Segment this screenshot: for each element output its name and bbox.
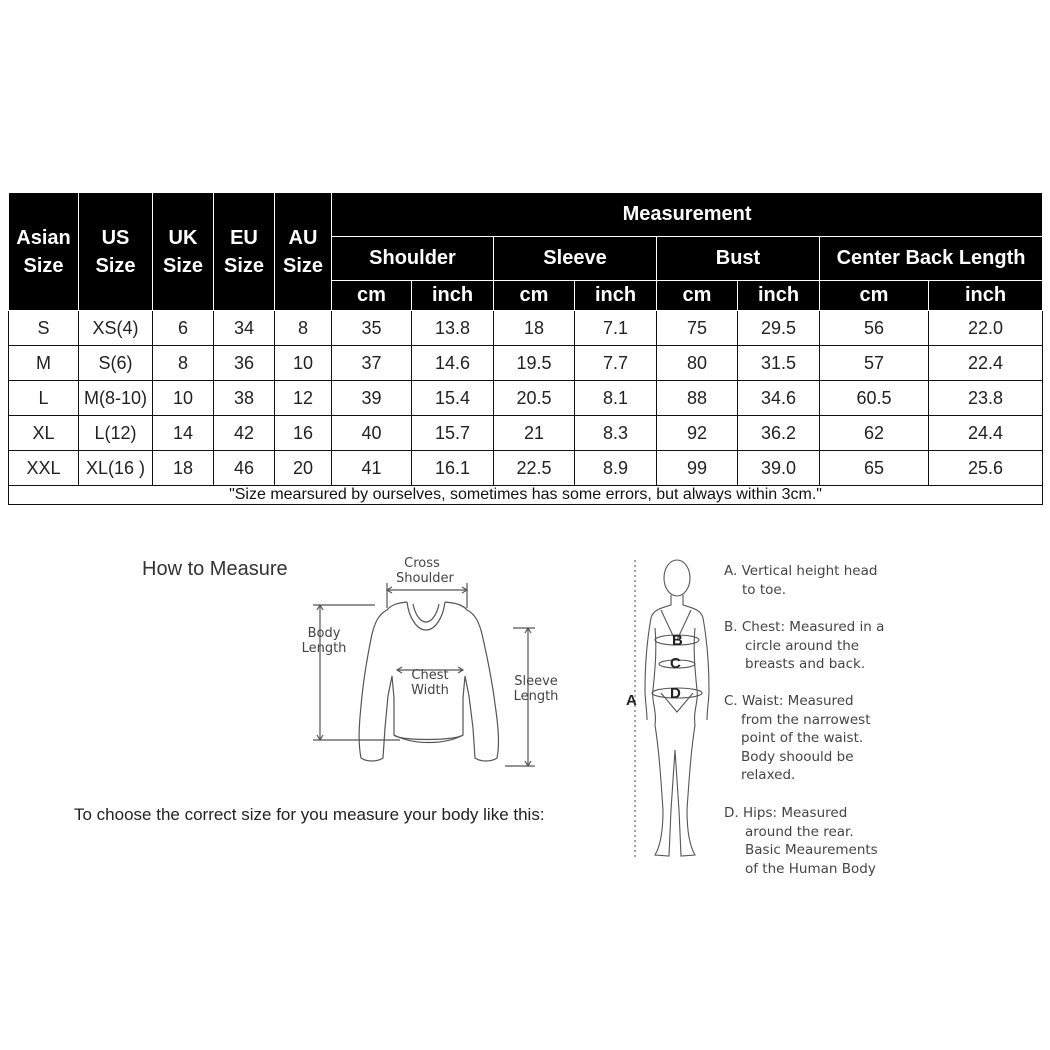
unit-inch: inch	[738, 281, 820, 311]
table-cell: 65	[820, 451, 929, 486]
unit-cm: cm	[820, 281, 929, 311]
header-eu-size: EU Size	[214, 193, 275, 311]
table-cell: 42	[214, 416, 275, 451]
cross-shoulder-label: Cross Shoulder	[396, 556, 454, 586]
table-cell: 99	[657, 451, 738, 486]
header-center-back-length: Center Back Length	[820, 237, 1043, 281]
table-cell: 88	[657, 381, 738, 416]
table-cell: 29.5	[738, 311, 820, 346]
body-figure-diagram	[625, 550, 725, 870]
table-cell: L	[9, 381, 79, 416]
unit-cm: cm	[494, 281, 575, 311]
table-cell: 39.0	[738, 451, 820, 486]
header-au-size: AU Size	[275, 193, 332, 311]
letter-d: D	[670, 685, 681, 702]
table-cell: S	[9, 311, 79, 346]
letter-b: B	[672, 632, 683, 649]
table-cell: 15.4	[412, 381, 494, 416]
table-cell: 75	[657, 311, 738, 346]
choose-size-instruction: To choose the correct size for you measure your body like this:	[74, 805, 545, 824]
table-cell: 19.5	[494, 346, 575, 381]
table-cell: 39	[332, 381, 412, 416]
table-cell: 36.2	[738, 416, 820, 451]
table-row	[9, 311, 1043, 346]
table-cell: 34.6	[738, 381, 820, 416]
table-cell: M(8-10)	[79, 381, 153, 416]
header-bust: Bust	[657, 237, 820, 281]
unit-inch: inch	[575, 281, 657, 311]
table-cell: 38	[214, 381, 275, 416]
table-cell: 18	[494, 311, 575, 346]
table-cell: 8	[153, 346, 214, 381]
table-cell: 25.6	[929, 451, 1043, 486]
table-cell: 14	[153, 416, 214, 451]
table-cell: 24.4	[929, 416, 1043, 451]
header-us-size: US Size	[79, 193, 153, 311]
unit-cm: cm	[657, 281, 738, 311]
table-cell: 16	[275, 416, 332, 451]
note-d-hips: D. Hips: Measured around the rear. Basic Meaurements of the Human Body	[724, 805, 878, 877]
table-cell: S(6)	[79, 346, 153, 381]
header-sleeve: Sleeve	[494, 237, 657, 281]
table-cell: 10	[153, 381, 214, 416]
table-cell: 22.4	[929, 346, 1043, 381]
table-cell: XXL	[9, 451, 79, 486]
table-cell: 10	[275, 346, 332, 381]
table-cell: 41	[332, 451, 412, 486]
table-cell: 7.7	[575, 346, 657, 381]
note-a-height: A. Vertical height head to toe.	[724, 563, 878, 598]
table-cell: 14.6	[412, 346, 494, 381]
head-outline	[664, 560, 690, 596]
table-cell: 36	[214, 346, 275, 381]
table-cell: 13.8	[412, 311, 494, 346]
table-cell: XL(16 )	[79, 451, 153, 486]
header-asian-size: Asian Size	[9, 193, 79, 311]
table-cell: 15.7	[412, 416, 494, 451]
table-cell: 8	[275, 311, 332, 346]
table-cell: 8.1	[575, 381, 657, 416]
table-cell: 57	[820, 346, 929, 381]
table-cell: L(12)	[79, 416, 153, 451]
letter-a: A	[626, 692, 637, 709]
note-c-waist: C. Waist: Measured from the narrowest point of the waist. Body shoould be relaxed.	[724, 693, 871, 783]
table-cell: 40	[332, 416, 412, 451]
table-cell: 31.5	[738, 346, 820, 381]
table-row	[9, 381, 1043, 416]
header-uk-size: UK Size	[153, 193, 214, 311]
table-cell: 46	[214, 451, 275, 486]
size-note: "Size mearsured by ourselves, sometimes has some errors, but always within 3cm."	[9, 486, 1043, 505]
table-cell: 23.8	[929, 381, 1043, 416]
header-measurement: Measurement	[332, 193, 1043, 237]
table-row	[9, 416, 1043, 451]
table-cell: 20.5	[494, 381, 575, 416]
table-cell: M	[9, 346, 79, 381]
sleeve-length-label: Sleeve Length	[513, 674, 559, 704]
table-cell: 22.5	[494, 451, 575, 486]
unit-cm: cm	[332, 281, 412, 311]
unit-inch: inch	[929, 281, 1043, 311]
table-cell: 34	[214, 311, 275, 346]
table-cell: 21	[494, 416, 575, 451]
letter-c: C	[670, 655, 681, 672]
table-cell: 12	[275, 381, 332, 416]
table-cell: 20	[275, 451, 332, 486]
table-cell: XS(4)	[79, 311, 153, 346]
note-b-chest: B. Chest: Measured in a circle around the breasts and back.	[724, 619, 885, 672]
size-chart-table	[8, 192, 1043, 505]
table-cell: 62	[820, 416, 929, 451]
unit-inch: inch	[412, 281, 494, 311]
table-cell: 56	[820, 311, 929, 346]
table-cell: 80	[657, 346, 738, 381]
table-row	[9, 346, 1043, 381]
table-cell: XL	[9, 416, 79, 451]
table-cell: 7.1	[575, 311, 657, 346]
header-shoulder: Shoulder	[332, 237, 494, 281]
table-cell: 35	[332, 311, 412, 346]
table-cell: 8.3	[575, 416, 657, 451]
table-cell: 37	[332, 346, 412, 381]
body-length-label: Body Length	[301, 626, 347, 656]
table-row	[9, 451, 1043, 486]
table-cell: 18	[153, 451, 214, 486]
table-cell: 92	[657, 416, 738, 451]
how-to-measure-title: How to Measure	[142, 558, 288, 580]
chest-width-label: Chest Width	[411, 668, 449, 698]
table-cell: 6	[153, 311, 214, 346]
table-cell: 60.5	[820, 381, 929, 416]
table-cell: 16.1	[412, 451, 494, 486]
table-cell: 8.9	[575, 451, 657, 486]
table-cell: 22.0	[929, 311, 1043, 346]
